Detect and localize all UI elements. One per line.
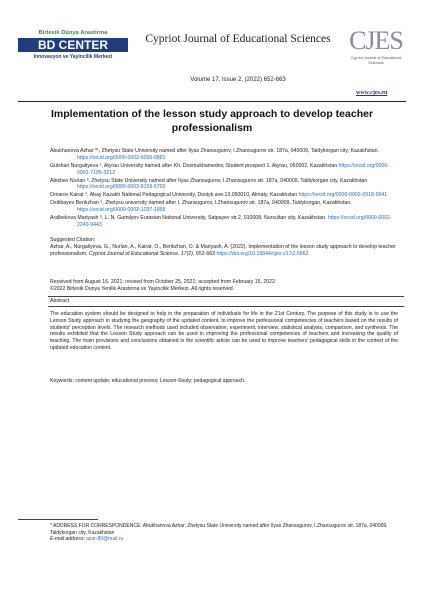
orcid-link[interactable]: https://orcid.org/0000-0002-0918-9941 bbox=[298, 192, 388, 199]
journal-title: Cypriot Journal of Educational Sciences bbox=[145, 33, 331, 45]
header-divider bbox=[18, 101, 406, 102]
author-affiliation: Gulshan Nurgaliyeva ², Atyrau University named after Kh. Dosmukhamedov, Student prospect 1. Atyrau, 060002, Kazakhstan bbox=[50, 162, 338, 169]
abstract-top-rule bbox=[48, 296, 404, 297]
email-label: E-mail address: bbox=[50, 536, 85, 543]
paper-title: Implementation of the lesson study approach to develop teacher professionalism bbox=[50, 108, 374, 134]
citation-pages: 652-663 bbox=[195, 250, 215, 257]
logo-left-top-text: Birlesik Dünya Arastirma bbox=[38, 30, 108, 36]
logo-left-main-text: BD CENTER bbox=[18, 38, 128, 52]
citation-label: Suggested Citation: bbox=[50, 237, 96, 243]
cjes-logo-subtitle: Cypriot Journal of Educational Sciences bbox=[350, 56, 402, 65]
author-entry bbox=[50, 148, 400, 162]
received-dates: Received from August 16, 2021; revised from October 25, 2021; accepted from February 15, 2022. bbox=[50, 279, 277, 285]
orcid-link[interactable]: https://orcid.org/0000-0002-1037-1855 bbox=[77, 207, 166, 214]
author-affiliation: Aralbekova Mariyash ⁶, L. N. Gumilyov Eurasian National University, Satpayev str.2, 010008, Nursultan city, Kazakhstan. bbox=[50, 215, 327, 222]
footnote-rule bbox=[18, 519, 98, 520]
correspondence-footnote bbox=[50, 523, 400, 543]
author-entry bbox=[50, 200, 400, 214]
journal-url-link[interactable]: www.cjes.eu bbox=[356, 90, 388, 96]
copyright-notice: ©2022 Birlesik Dunya Yenilik Arastirma ve Yayincilik Merkezi. All rights reserved. bbox=[50, 285, 235, 292]
cjes-logo bbox=[345, 26, 407, 86]
bd-center-logo bbox=[18, 30, 128, 88]
author-entry bbox=[50, 215, 400, 229]
cjes-logo-text: CJES bbox=[349, 26, 403, 55]
correspondence-email-line bbox=[50, 536, 400, 543]
logo-left-bottom-text: Innovasyon ve Yayincilik Merkezi bbox=[33, 54, 113, 60]
author-list bbox=[50, 148, 400, 230]
author-affiliation: Abukhanova Azhar *¹, Zhetysu State University named after Ilyas Zhansugurov, I.Zhansugurov str. 187a, 040009, Taldykorgan city, Kazakhstan. bbox=[50, 148, 380, 154]
citation-text bbox=[50, 244, 400, 258]
volume-issue: Volume 17, Issue 2, (2022) 652-663 bbox=[190, 77, 286, 83]
abstract-body: The education system should be designed to help in the preparation of individuals for life in the 21st Century. The purpose of this study is to use the Lesson Study approach in studying the geography of the updated content, to improve the professional competencies of teachers based on the results of students' perception levels. The research methods used included observation, experiment, interview, statistical analysis, comparison, and synthesis. The results exhibited that the Lesson Study approach can be used in improving the professional competences of teachers and increasing the quality of teaching. The main provisions and conclusions obtained in the scientific article can be used to improve teachers' pedagogical skills in the context of the updated education content. bbox=[50, 311, 398, 351]
author-entry bbox=[50, 163, 400, 177]
author-entry bbox=[50, 192, 400, 199]
abstract-heading: Abstract bbox=[50, 298, 70, 304]
author-affiliation: Oxikbayev Berikzhan ⁵, Zhetysu university named after I. Zhansugurov, I.Zhansugurov str. 187a, 040009, Taldykorgan, Kazakhstan. bbox=[50, 200, 352, 207]
keywords: Keywords: content update; educational process; Lesson-Study; pedagogical approach. bbox=[50, 378, 246, 384]
citation-body: Azhar, A., Nurgaliyeva, G., Nurlan, A., Kairat, O., Berikzhan, O. & Mariyash, A. (2022). Implementation of the lesson study approach to develop teacher professionalism. bbox=[50, 244, 396, 257]
publication-history bbox=[50, 279, 400, 293]
orcid-link[interactable]: https://orcid.org/0000-0002-6056-0881 bbox=[77, 154, 166, 161]
correspondence-address: * ADDRESS FOR CORRESPONDENCE: Abukhanova Azhar, Zhetysu State University named after Ilyas Zhansugurov, I.Zhansugurov str. 187a, 040009, Taldykorgan city, Kazakhstan bbox=[50, 523, 388, 536]
citation-doi-link[interactable]: https://doi.org/10.18844/cjes.v17i2.6862 bbox=[216, 250, 309, 257]
orcid-link[interactable]: https://orcid.org/0000-0002-8159-5792 bbox=[77, 184, 166, 191]
author-entry bbox=[50, 178, 400, 192]
orcid-link[interactable]: https://orcid.org/0000-0002-2240-9443 bbox=[77, 215, 392, 228]
email-link[interactable]: azar-80@mail.ru bbox=[86, 536, 124, 543]
author-affiliation: Omarov Kairat ⁴, Abay Kazakh National Pedagogical University, Dostyk ave.13,050010, Almaty, Kazakhstan bbox=[50, 192, 298, 199]
citation-journal: Cypriot Journal of Educational Science. 17(2), bbox=[88, 250, 195, 257]
abstract-bottom-rule bbox=[48, 306, 404, 307]
author-affiliation: Abishev Nurlan ³, Zhetysu State University named after Ilyas Zhansugurov, I.Zhansugurov str. 187a, 040009, Taldykorgan city, Kazakhstan bbox=[50, 177, 368, 184]
orcid-link[interactable]: https://orcid.org/0000-0001-7105-3212 bbox=[77, 162, 390, 176]
